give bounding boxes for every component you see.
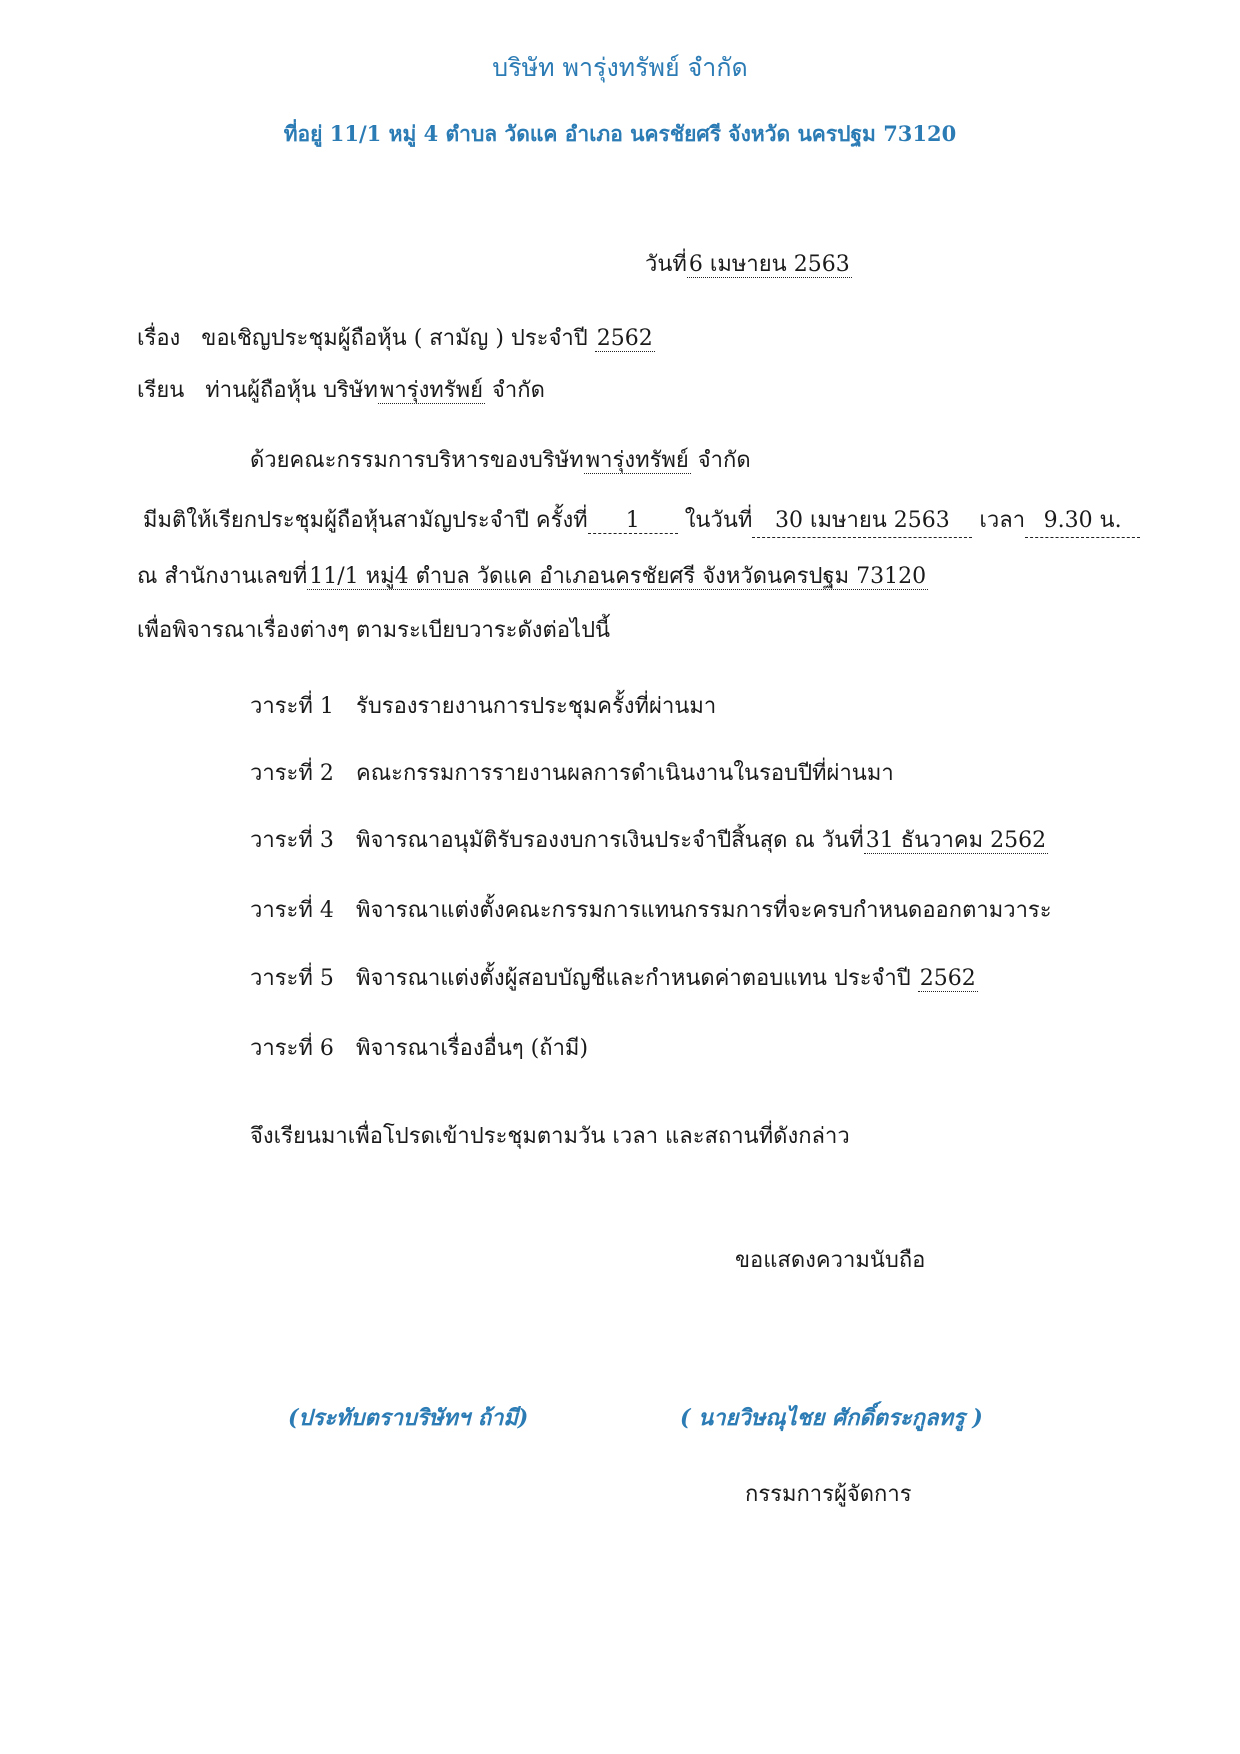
agenda-item-2: [250, 755, 894, 790]
agenda-number: วาระที่ 2: [250, 761, 334, 786]
recipient-company: พารุ่งทรัพย์: [379, 378, 484, 403]
agenda-text: พิจารณาเรื่องอื่นๆ (ถ้ามี): [356, 1036, 589, 1061]
date-value: 6 เมษายน 2563: [688, 252, 850, 277]
agenda-item-3: [250, 822, 1048, 857]
meeting-date: 30 เมษายน 2563: [752, 502, 972, 538]
body-company: พารุ่งทรัพย์: [585, 448, 689, 473]
agenda-number: วาระที่ 6: [250, 1036, 334, 1061]
recipient-label: เรียน: [137, 378, 185, 403]
meeting-time: 9.30 น.: [1025, 502, 1140, 538]
location-prefix: ณ สำนักงานเลขที่: [137, 564, 308, 589]
agenda-text: คณะกรรมการรายงานผลการดำเนินงานในรอบปีที่ผ่านมา: [356, 761, 894, 786]
agenda-item-1: [250, 688, 716, 723]
agenda-number: วาระที่ 4: [250, 898, 334, 923]
agenda-item-6: [250, 1030, 588, 1065]
body-line-1: [250, 442, 751, 477]
date-label: วันที่: [645, 252, 687, 277]
agenda-item-5: [250, 960, 978, 995]
body-line2-b: ในวันที่: [684, 508, 753, 533]
body-line2-a: มีมติให้เรียกประชุมผู้ถือหุ้นสามัญประจำปี ครั้งที่: [143, 508, 588, 533]
body-line1-suffix: จำกัด: [697, 448, 751, 473]
regards-text: ขอแสดงความนับถือ: [735, 1248, 926, 1273]
agenda-number: วาระที่ 5: [250, 966, 334, 991]
letter-date: [645, 246, 852, 281]
recipient-suffix: จำกัด: [492, 378, 545, 403]
agenda-text: พิจารณาแต่งตั้งผู้สอบบัญชีและกำหนดค่าตอบแทน ประจำปี: [356, 966, 911, 991]
agenda-year: 2562: [919, 966, 976, 991]
meeting-number: 1: [588, 508, 678, 534]
body-line2-c: เวลา: [979, 508, 1026, 533]
signer-name: ( นายวิษณุไชย ศักดิ์ตระกูลทรู ): [680, 1405, 983, 1431]
body-line-2: [143, 502, 1140, 538]
stamp-note: (ประทับตราบริษัทฯ ถ้ามี): [288, 1405, 529, 1431]
subject-year: 2562: [596, 326, 653, 351]
recipient-prefix: ท่านผู้ถือหุ้น บริษัท: [205, 378, 378, 403]
agenda-text: พิจารณาแต่งตั้งคณะกรรมการแทนกรรมการที่จะครบกำหนดออกตามวาระ: [356, 898, 1052, 923]
agenda-text: พิจารณาอนุมัติรับรองงบการเงินประจำปีสิ้นสุด ณ วันที่: [356, 828, 864, 853]
agenda-date: 31 ธันวาคม 2562: [865, 828, 1047, 853]
subject-text: ขอเชิญประชุมผู้ถือหุ้น ( สามัญ ) ประจำปี: [201, 326, 588, 351]
subject-label: เรื่อง: [137, 326, 181, 351]
body-line1-prefix: ด้วยคณะกรรมการบริหารของบริษัท: [250, 448, 584, 473]
body-line-4: เพื่อพิจารณาเรื่องต่างๆ ตามระเบียบวาระดังต่อไปนี้: [137, 618, 611, 643]
closing-text: จึงเรียนมาเพื่อโปรดเข้าประชุมตามวัน เวลา และสถานที่ดังกล่าว: [250, 1124, 850, 1149]
agenda-text: รับรองรายงานการประชุมครั้งที่ผ่านมา: [356, 694, 717, 719]
recipient-line: [137, 372, 545, 407]
signer-title: กรรมการผู้จัดการ: [745, 1482, 912, 1507]
agenda-item-4: [250, 892, 1052, 927]
subject-line: [137, 320, 655, 355]
agenda-number: วาระที่ 1: [250, 694, 334, 719]
company-address: ที่อยู่ 11/1 หมู่ 4 ตำบล วัดแค อำเภอ นครชัยศรี จังหวัด นครปฐม 73120: [283, 121, 957, 146]
meeting-location: 11/1 หมู่4 ตำบล วัดแค อำเภอนครชัยศรี จังหวัดนครปฐม 73120: [309, 564, 927, 589]
company-name: บริษัท พารุ่งทรัพย์ จำกัด: [492, 53, 748, 82]
agenda-number: วาระที่ 3: [250, 828, 334, 853]
body-line-3: [137, 558, 928, 593]
